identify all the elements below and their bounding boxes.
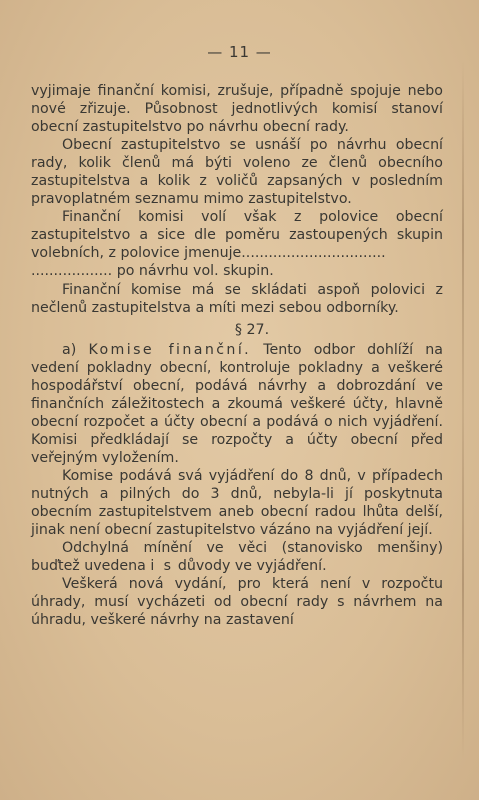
section-heading: § 27. xyxy=(234,321,270,338)
emphasized-text: i s xyxy=(150,558,174,575)
paragraph: Komise podává svá vyjádření do 8 dnů, v případech nutných a pilných do 3 dnů, nebyla-li jí poskytnuta obecním zastupitelstvem aneb obecní radou lhůta delší, jinak není obecní zastupitelstvo vázáno na vyjádření její. xyxy=(31,467,443,539)
paragraph xyxy=(31,341,443,467)
page-edge-crease xyxy=(462,60,464,760)
paragraph xyxy=(31,208,443,280)
blank-dotted-line: .................. xyxy=(31,263,113,280)
paragraph-text: Tento odbor dohlíží na vedení pokladny obecní, kontroluje pokladny a veškeré hospodářství obecní, podává návrhy a dobrozdání ve finančních záležitostech a zkoumá veškeré účty, hlavně obecní rozpočet a účty obecní a podává o nich vyjádření. Komisi předkládají se rozpočty a účty obecní před veřejným vyložením. xyxy=(31,341,443,466)
page-number: — 11 — xyxy=(207,43,272,61)
paragraph xyxy=(31,539,443,575)
paragraph: Obecní zastupitelstvo se usnáší po návrhu obecní rady, kolik členů má býti voleno ze členů obecního zastupitelstva a kolik z voličů zapsaných v posledním pravoplatném seznamu mimo zastupitelstvo. xyxy=(31,137,443,208)
paragraph-text: Finanční komisi volí však z polovice obecní zastupitelstvo a sice dle poměru zastoupených skupin volebních, z polovice jmenuje xyxy=(31,209,443,262)
paragraph-text: Odchylná mínění ve věci (stanovisko menšiny) buďtež uvedena xyxy=(31,540,443,575)
subsection-title: Komise finanční. xyxy=(88,341,252,358)
blank-dotted-line: ................................ xyxy=(241,245,386,262)
paragraph-text: důvody ve vyjádření. xyxy=(173,558,327,575)
paragraph: Veškerá nová vydání, pro která není v rozpočtu úhrady, musí vycházeti od obecní rady s návrhem na úhradu, veškeré návrhy na zastavení xyxy=(31,576,443,629)
paragraph: Finanční komise má se skládati aspoň polovici z nečlenů zastupitelstva a míti mezi sebou odborníky. xyxy=(31,281,443,316)
page-body-text xyxy=(31,82,443,629)
paragraph-text: po návrhu vol. skupin. xyxy=(112,263,274,280)
list-marker: a) xyxy=(62,341,89,358)
paragraph: vyjimaje finanční komisi, zrušuje, případně spojuje nebo nové zřizuje. Působnost jednotlivých komisí stanoví obecní zastupitelstvo po návrhu obecní rady. xyxy=(31,83,443,136)
